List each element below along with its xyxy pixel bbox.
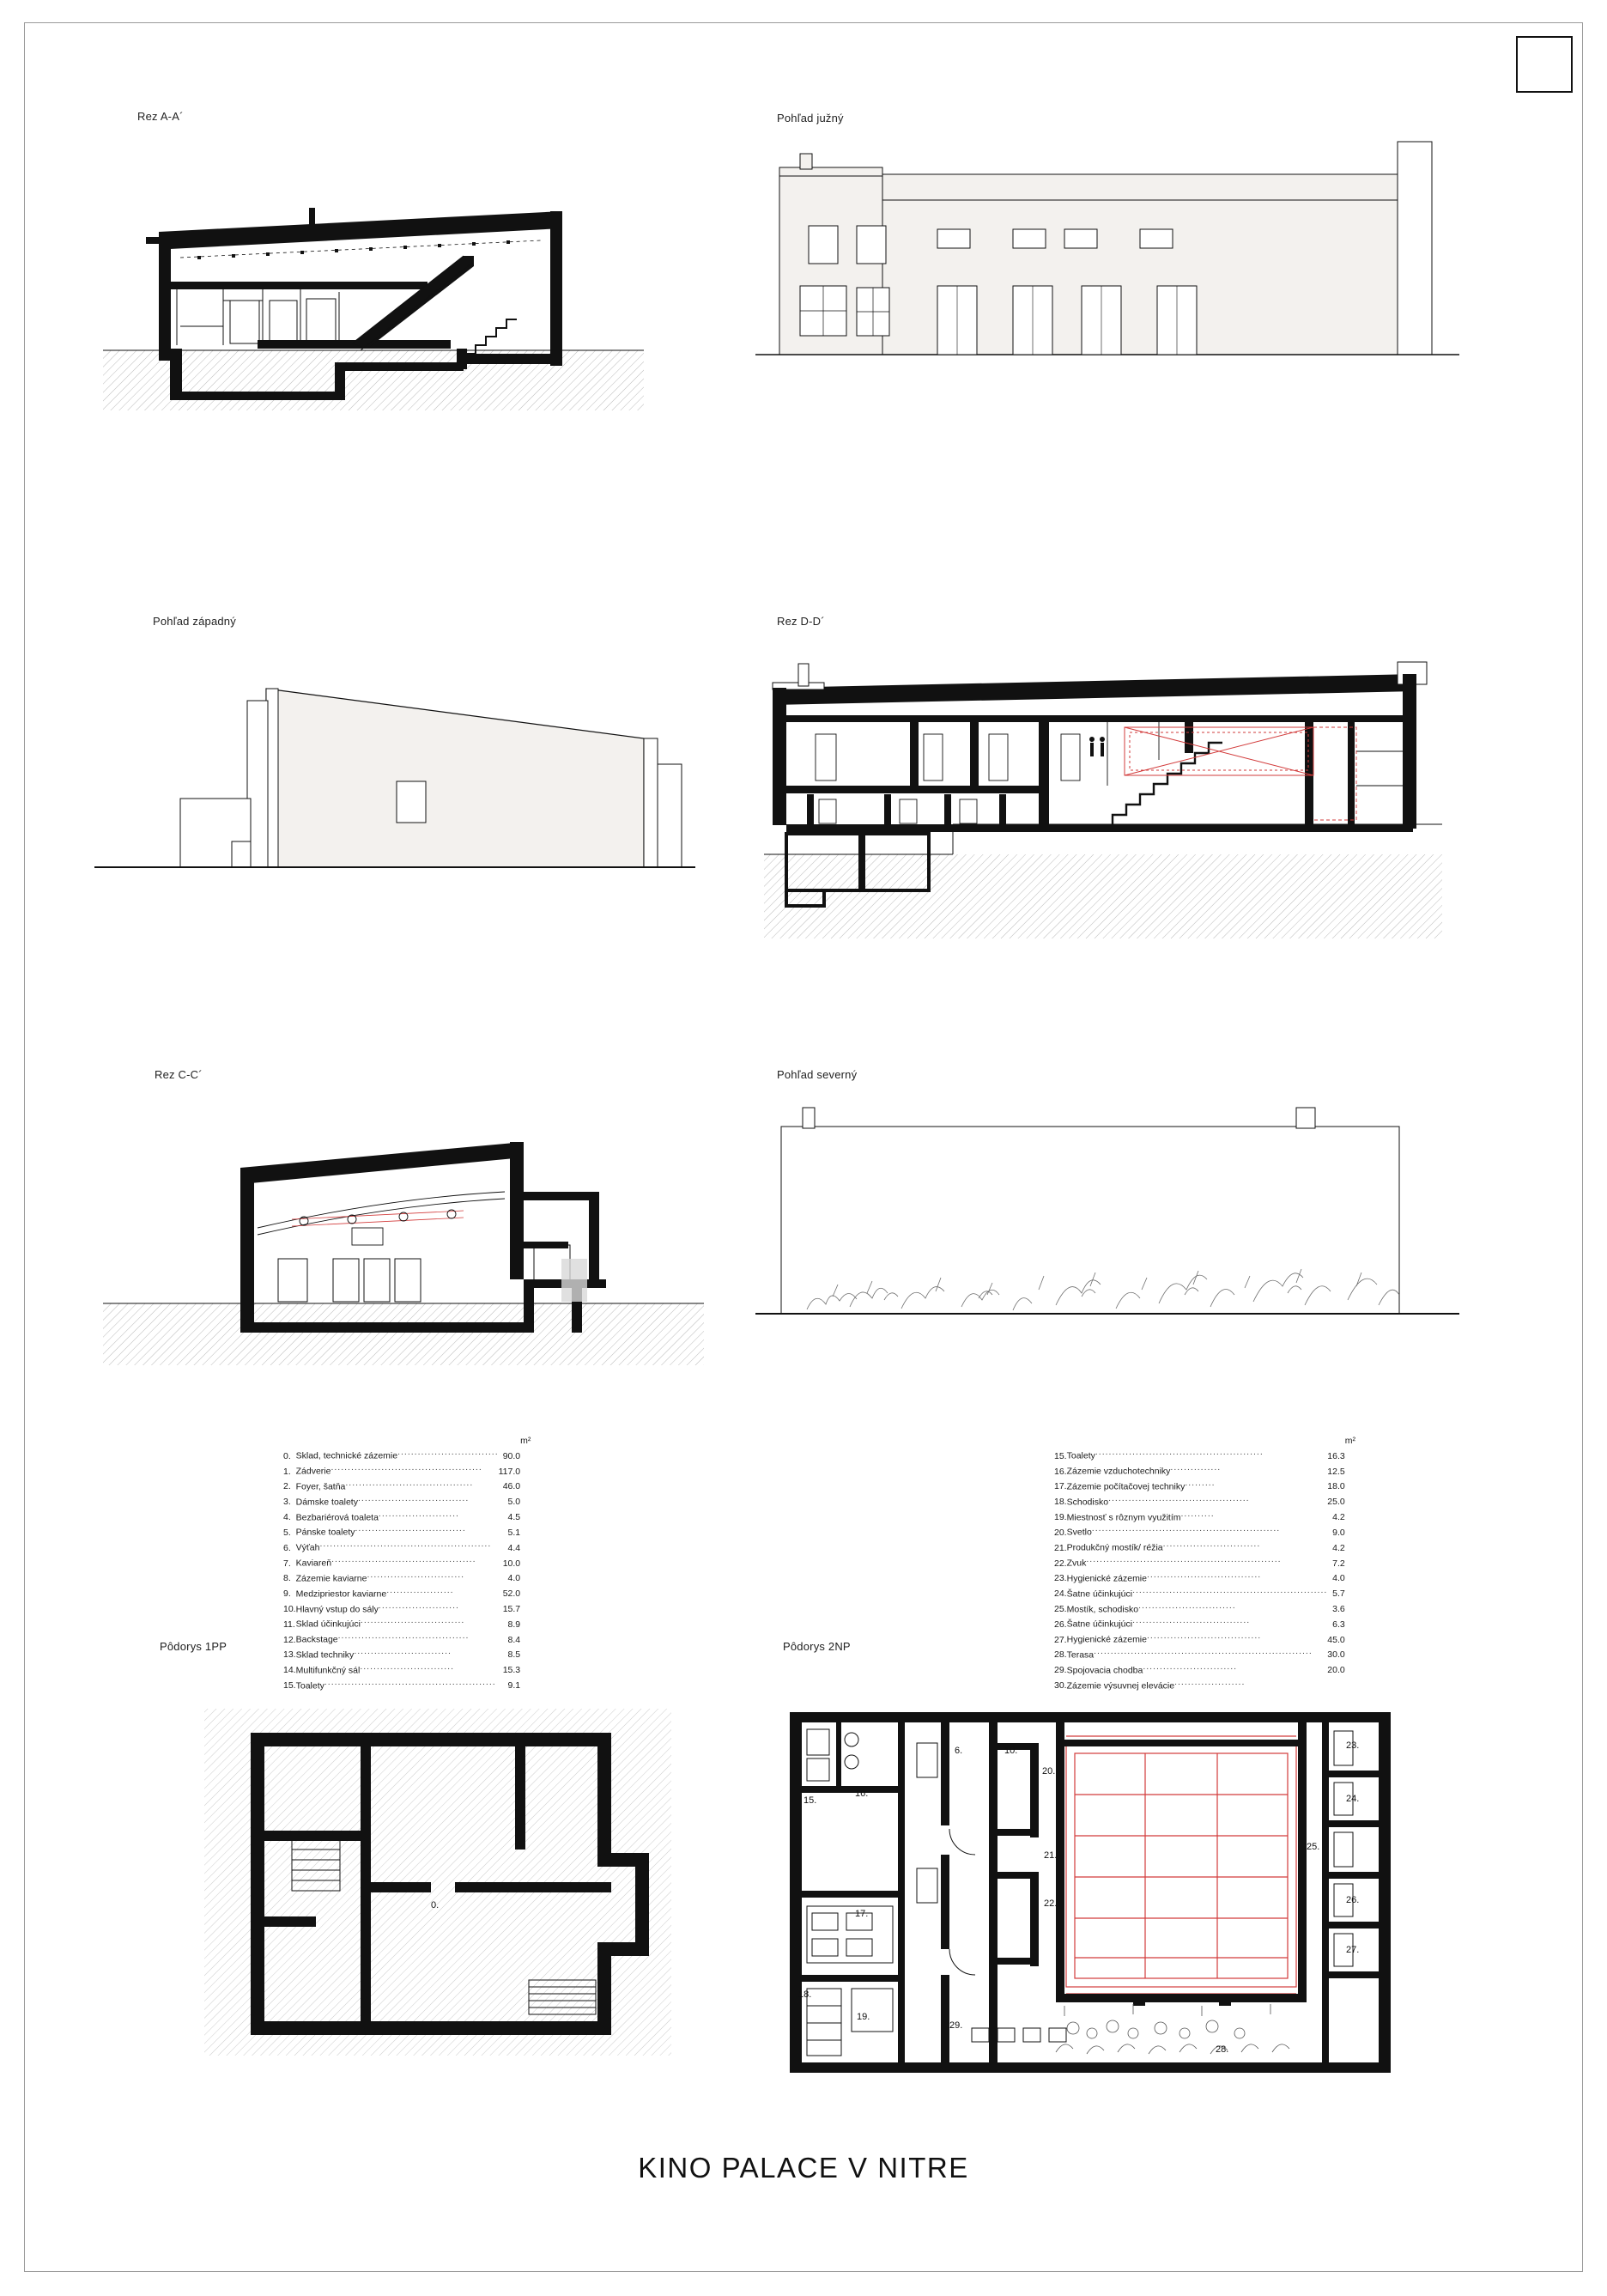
caption-pohlad-zapadny: Pohľad západný — [153, 615, 236, 628]
legend-name: Zádverie — [295, 1466, 331, 1477]
legend-name: Toalety — [1066, 1450, 1095, 1461]
legend-num: 29. — [1054, 1665, 1067, 1676]
legend-num: 22. — [1054, 1558, 1067, 1569]
legend-num: 8. — [283, 1573, 291, 1584]
legend-num: 0. — [283, 1450, 291, 1461]
legend-row — [283, 1631, 531, 1646]
legend-right-table — [1054, 1436, 1355, 1692]
legend-area: 4.4 — [507, 1542, 521, 1553]
legend-area: 5.7 — [1332, 1588, 1345, 1600]
legend-num: 1. — [283, 1466, 291, 1477]
legend-row — [283, 1509, 531, 1524]
legend-dots: .............................. — [397, 1447, 499, 1458]
legend-dots: ............................. — [1138, 1600, 1236, 1611]
legend-row — [283, 1646, 531, 1661]
legend-num: 24. — [1054, 1588, 1067, 1600]
drawing-pohlad-zapadny — [94, 635, 695, 884]
legend-unit-row — [283, 1436, 531, 1447]
legend-area: 16.3 — [1327, 1450, 1345, 1461]
legend-dots: .................................................. — [1095, 1447, 1264, 1458]
legend-area: 4.0 — [507, 1573, 521, 1584]
legend-num: 30. — [1054, 1680, 1067, 1691]
legend-row — [1054, 1509, 1355, 1524]
legend-name: Zázemie kaviarne — [295, 1573, 367, 1584]
legend-num: 14. — [283, 1665, 296, 1676]
legend-row — [1054, 1585, 1355, 1601]
plan-label-18: 18. — [798, 1989, 812, 2000]
legend-name: Bezbariérová toaleta — [295, 1512, 379, 1523]
legend-row — [1054, 1539, 1355, 1554]
legend-dots: ................................. — [355, 1523, 466, 1534]
legend-area: 46.0 — [502, 1481, 521, 1492]
legend-num: 4. — [283, 1512, 291, 1523]
legend-name: Dámske toalety — [295, 1497, 358, 1508]
legend-dots: .................................. — [1146, 1631, 1262, 1642]
legend-row — [283, 1493, 531, 1509]
caption-rez-aa: Rez A-A´ — [137, 110, 184, 123]
legend-dots: ................................................................. — [1094, 1645, 1313, 1656]
legend-row — [283, 1539, 531, 1554]
legend-area: 52.0 — [502, 1588, 521, 1600]
drawing-rez-aa — [94, 129, 661, 472]
legend-row — [283, 1677, 531, 1692]
legend-name: Produkčný mostík/ réžia — [1066, 1542, 1163, 1553]
legend-dots: .................... — [386, 1584, 454, 1595]
drawing-pohlad-severny — [755, 1090, 1459, 1348]
plan-label-17: 17. — [855, 1909, 869, 1919]
legend-dots: .................................. — [1146, 1569, 1262, 1580]
caption-pohlad-severny: Pohľad severný — [777, 1068, 858, 1081]
legend-row — [283, 1615, 531, 1631]
legend-area: 4.5 — [507, 1512, 521, 1523]
legend-left-table — [283, 1436, 531, 1692]
legend-name: Zázemie vzduchotechniky — [1066, 1466, 1171, 1477]
legend-row — [283, 1554, 531, 1570]
legend-name: Medzipriestor kaviarne — [295, 1588, 387, 1600]
legend-area: 5.1 — [507, 1527, 521, 1538]
plan-label-6: 6. — [955, 1746, 963, 1756]
legend-unit-row — [1054, 1436, 1355, 1447]
legend-num: 19. — [1054, 1512, 1067, 1523]
legend-num: 25. — [1054, 1603, 1067, 1614]
legend-area: 117.0 — [498, 1466, 521, 1477]
legend-dots: ................................... — [1132, 1615, 1251, 1626]
legend-num: 10. — [283, 1603, 296, 1614]
legend-row — [283, 1462, 531, 1478]
legend-name: Mostík, schodisko — [1066, 1603, 1139, 1614]
legend-area: 12.5 — [1327, 1466, 1345, 1477]
legend-area: 18.0 — [1327, 1481, 1345, 1492]
legend-name: Pánske toalety — [295, 1527, 355, 1538]
legend-num: 28. — [1054, 1649, 1067, 1661]
legend-row — [1054, 1631, 1355, 1646]
legend-area: 10.0 — [502, 1558, 521, 1569]
legend-name: Multifunkčný sál — [295, 1665, 361, 1676]
legend-num: 13. — [283, 1649, 296, 1661]
legend-right — [1054, 1436, 1355, 1692]
legend-num: 2. — [283, 1481, 291, 1492]
legend-area: 20.0 — [1327, 1665, 1345, 1676]
legend-row — [283, 1523, 531, 1539]
drawing-rez-cc — [94, 1090, 713, 1400]
drawing-pohlad-juzny — [755, 133, 1459, 399]
legend-dots: ........................ — [378, 1508, 459, 1519]
legend-num: 27. — [1054, 1634, 1067, 1645]
legend-area: 8.5 — [507, 1649, 521, 1661]
legend-num: 26. — [1054, 1619, 1067, 1630]
legend-row — [1054, 1677, 1355, 1692]
plan-label-27: 27. — [1346, 1945, 1360, 1955]
legend-area: 8.4 — [507, 1634, 521, 1645]
plan-label-26: 26. — [1346, 1895, 1360, 1905]
legend-name: Schodisko — [1066, 1497, 1109, 1508]
legend-num: 9. — [283, 1588, 291, 1600]
legend-dots: ................................................... — [319, 1539, 492, 1550]
legend-area: 25.0 — [1327, 1497, 1345, 1508]
legend-dots: .......................................................... — [1132, 1584, 1328, 1595]
legend-num: 11. — [283, 1619, 295, 1630]
plan-label-22: 22. — [1044, 1898, 1058, 1909]
legend-name: Výťah — [295, 1542, 320, 1553]
legend-area: 45.0 — [1327, 1634, 1345, 1645]
legend-row — [283, 1570, 531, 1585]
legend-name: Kaviareň — [295, 1558, 332, 1569]
legend-row — [1054, 1447, 1355, 1462]
plan-label-16: 16. — [855, 1789, 869, 1799]
legend-row — [1054, 1493, 1355, 1509]
legend-num: 3. — [283, 1497, 291, 1508]
legend-name: Svetlo — [1066, 1527, 1092, 1538]
legend-dots: ............................ — [360, 1661, 454, 1672]
legend-name: Toalety — [295, 1680, 324, 1691]
legend-dots: ............................................. — [330, 1462, 482, 1473]
caption-rez-cc: Rez C-C´ — [155, 1068, 203, 1081]
plan-label-10: 10. — [1004, 1746, 1018, 1756]
legend-name: Sklad, technické zázemie — [295, 1450, 398, 1461]
plan-label-15: 15. — [804, 1795, 817, 1806]
legend-num: 17. — [1054, 1481, 1067, 1492]
legend-dots: .......................................................... — [1086, 1554, 1282, 1565]
legend-name: Terasa — [1066, 1649, 1095, 1661]
legend-row — [1054, 1478, 1355, 1493]
legend-dots: ...................................... — [345, 1478, 474, 1489]
legend-name: Zázemie počítačovej techniky — [1066, 1481, 1186, 1492]
plan-label-1pp-0: 0. — [431, 1900, 440, 1910]
legend-row — [283, 1601, 531, 1616]
legend-row — [1054, 1523, 1355, 1539]
legend-dots: ............... — [1170, 1462, 1222, 1473]
legend-name: Spojovacia chodba — [1066, 1665, 1143, 1676]
caption-podorys-1pp: Pôdorys 1PP — [160, 1640, 227, 1653]
legend-dots: ............................... — [360, 1615, 465, 1626]
legend-area: 15.7 — [502, 1603, 521, 1614]
drawing-podorys-1pp — [197, 1702, 678, 2062]
plan-label-28: 28. — [1216, 2044, 1229, 2055]
legend-area — [1327, 1677, 1344, 1692]
legend-area: 90.0 — [502, 1450, 521, 1461]
legend-dots: ............................. — [367, 1569, 465, 1580]
plan-label-20: 20. — [1042, 1766, 1056, 1777]
plan-label-23: 23. — [1346, 1740, 1360, 1751]
legend-dots: ............................. — [1162, 1539, 1261, 1550]
legend-num: 6. — [283, 1542, 291, 1553]
caption-podorys-2np: Pôdorys 2NP — [783, 1640, 851, 1653]
legend-dots: .......... — [1180, 1508, 1215, 1519]
legend-dots: ................................. — [357, 1492, 470, 1503]
caption-pohlad-juzny: Pohľad južný — [777, 112, 844, 125]
legend-num: 15. — [283, 1680, 296, 1691]
drawing-rez-dd — [755, 648, 1459, 992]
legend-left — [283, 1436, 531, 1692]
drawing-podorys-2np — [773, 1692, 1442, 2095]
legend-num: 12. — [283, 1634, 296, 1645]
legend-name: Hlavný vstup do sály — [295, 1603, 379, 1614]
legend-num: 23. — [1054, 1573, 1067, 1584]
legend-dots: ....................................... — [337, 1631, 470, 1642]
legend-area: 8.9 — [507, 1619, 521, 1630]
legend-num: 20. — [1054, 1527, 1067, 1538]
legend-name: Miestnosť s rôznym využitím — [1066, 1512, 1181, 1523]
legend-unit: m² — [520, 1436, 531, 1446]
legend-row — [283, 1478, 531, 1493]
legend-dots: ..................... — [1174, 1676, 1246, 1687]
legend-name: Hygienické zázemie — [1066, 1634, 1147, 1645]
legend-area: 3.6 — [1332, 1603, 1345, 1614]
legend-row — [283, 1585, 531, 1601]
legend-unit: m² — [1344, 1436, 1355, 1446]
legend-row — [1054, 1661, 1355, 1677]
legend-dots: ......... — [1185, 1478, 1216, 1489]
caption-rez-dd: Rez D-D´ — [777, 615, 825, 628]
title-stamp-box — [1516, 36, 1573, 93]
legend-area: 4.2 — [1332, 1542, 1345, 1553]
legend-area: 9.1 — [507, 1680, 521, 1691]
legend-row — [1054, 1554, 1355, 1570]
legend-name: Hygienické zázemie — [1066, 1573, 1147, 1584]
legend-row — [1054, 1601, 1355, 1616]
legend-name: Sklad účinkujúci — [295, 1619, 361, 1630]
legend-area: 30.0 — [1327, 1649, 1345, 1661]
legend-row — [1054, 1615, 1355, 1631]
legend-dots: ........................................... — [331, 1554, 476, 1565]
plan-label-25: 25. — [1307, 1842, 1320, 1852]
legend-num: 7. — [283, 1558, 291, 1569]
legend-num: 18. — [1054, 1497, 1067, 1508]
legend-name: Šatne účinkujúci — [1066, 1619, 1133, 1630]
legend-name: Zvuk — [1066, 1558, 1087, 1569]
legend-dots: ........................ — [378, 1600, 459, 1611]
legend-area: 5.0 — [507, 1497, 521, 1508]
legend-name: Zázemie výsuvnej elevácie — [1066, 1680, 1175, 1691]
plan-label-19: 19. — [857, 2012, 870, 2022]
page-title: KINO PALACE V NITRE — [638, 2152, 969, 2184]
legend-row — [1054, 1462, 1355, 1478]
legend-row — [283, 1661, 531, 1677]
legend-num: 16. — [1054, 1466, 1067, 1477]
legend-num: 21. — [1054, 1542, 1067, 1553]
legend-row — [1054, 1646, 1355, 1661]
legend-area: 6.3 — [1332, 1619, 1345, 1630]
legend-dots: .......................................... — [1108, 1492, 1250, 1503]
plan-label-24: 24. — [1346, 1794, 1360, 1804]
legend-name: Backstage — [295, 1634, 338, 1645]
legend-dots: ................................................... — [324, 1676, 496, 1687]
legend-num: 5. — [283, 1527, 291, 1538]
legend-name: Sklad techniky — [295, 1649, 355, 1661]
legend-area: 7.2 — [1332, 1558, 1345, 1569]
legend-area: 9.0 — [1332, 1527, 1345, 1538]
legend-name: Šatne účinkujúci — [1066, 1588, 1133, 1600]
legend-area: 4.2 — [1332, 1512, 1345, 1523]
legend-dots: ........................................................ — [1091, 1523, 1281, 1534]
plan-label-29: 29. — [949, 2020, 963, 2031]
legend-dots: ............................. — [354, 1645, 452, 1656]
legend-name: Foyer, šatňa — [295, 1481, 346, 1492]
legend-row — [283, 1447, 531, 1462]
legend-area: 4.0 — [1332, 1573, 1345, 1584]
legend-row — [1054, 1570, 1355, 1585]
legend-area: 15.3 — [502, 1665, 521, 1676]
legend-dots: ............................ — [1143, 1661, 1238, 1672]
legend-num: 15. — [1054, 1450, 1067, 1461]
plan-label-21: 21. — [1044, 1850, 1058, 1861]
